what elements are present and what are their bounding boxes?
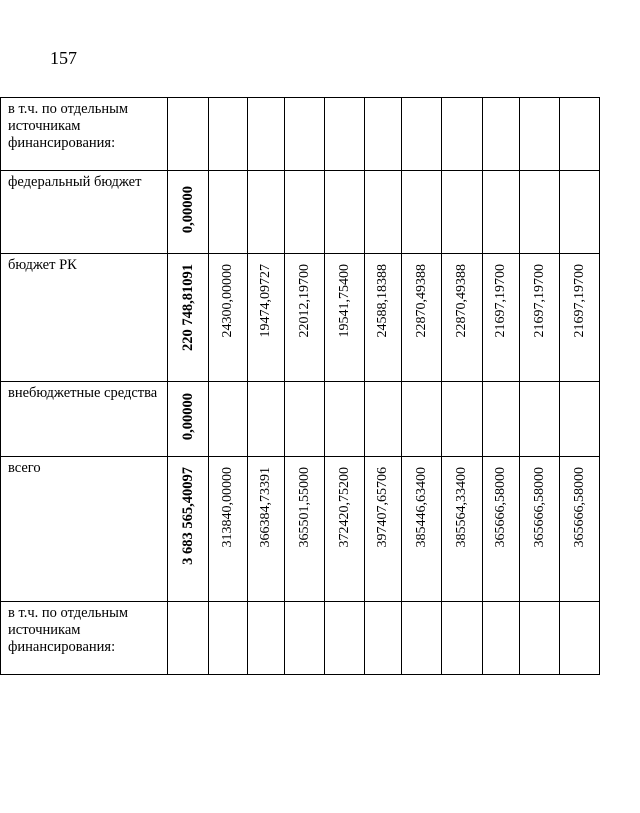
table-row (1, 457, 600, 602)
year-value-cell (209, 457, 248, 602)
row-label: бюджет РК (1, 254, 168, 382)
cell-value: 397407,65706 (375, 467, 390, 548)
year-value-cell (520, 382, 560, 457)
year-value-cell (402, 254, 442, 382)
year-value-cell (402, 382, 442, 457)
table-row (1, 602, 600, 675)
cell-value: 21697,19700 (531, 264, 547, 338)
cell-value: 0,00000 (179, 185, 196, 234)
year-value-cell (442, 254, 483, 382)
year-value-cell (285, 254, 325, 382)
year-value-cell (285, 457, 325, 602)
year-value-cell (442, 382, 483, 457)
year-value-cell (520, 171, 560, 254)
year-value-cell (248, 457, 285, 602)
cell-value: 365666,58000 (531, 467, 547, 548)
page-number: 157 (50, 48, 77, 68)
budget-table (0, 97, 600, 675)
year-value-cell (248, 382, 285, 457)
cell-value: 365666,58000 (493, 467, 508, 548)
table-row (1, 382, 600, 457)
year-value-cell (560, 382, 600, 457)
year-value-cell (560, 457, 600, 602)
table-row (1, 171, 600, 254)
year-value-cell (248, 254, 285, 382)
year-value-cell (560, 98, 600, 171)
year-value-cell (520, 602, 560, 675)
row-label: всего (1, 457, 168, 602)
cell-value: 19474,09727 (258, 264, 273, 338)
year-value-cell (483, 98, 520, 171)
year-value-cell (325, 382, 365, 457)
total-cell (168, 98, 209, 171)
cell-value: 21697,19700 (493, 264, 508, 338)
year-value-cell (442, 457, 483, 602)
cell-value: 385446,63400 (413, 467, 429, 548)
cell-value: 313840,00000 (220, 467, 235, 548)
year-value-cell (325, 171, 365, 254)
year-value-cell (520, 457, 560, 602)
year-value-cell (365, 98, 402, 171)
year-value-cell (365, 602, 402, 675)
cell-value: 21697,19700 (571, 264, 587, 338)
total-cell (168, 602, 209, 675)
cell-value: 24300,00000 (220, 264, 235, 338)
year-value-cell (285, 98, 325, 171)
cell-value: 0,00000 (179, 392, 196, 441)
year-value-cell (248, 98, 285, 171)
year-value-cell (209, 382, 248, 457)
year-value-cell (209, 98, 248, 171)
year-value-cell (325, 98, 365, 171)
year-value-cell (520, 254, 560, 382)
year-value-cell (402, 171, 442, 254)
year-value-cell (365, 171, 402, 254)
cell-value: 22012,19700 (296, 264, 312, 338)
year-value-cell (365, 457, 402, 602)
year-value-cell (560, 171, 600, 254)
year-value-cell (402, 98, 442, 171)
year-value-cell (560, 254, 600, 382)
year-value-cell (560, 602, 600, 675)
year-value-cell (483, 171, 520, 254)
total-cell (168, 457, 209, 602)
year-value-cell (209, 602, 248, 675)
year-value-cell (248, 602, 285, 675)
year-value-cell (442, 171, 483, 254)
cell-value: 365501,55000 (296, 467, 312, 548)
year-value-cell (483, 254, 520, 382)
cell-value: 385564,33400 (454, 467, 469, 548)
year-value-cell (483, 457, 520, 602)
year-value-cell (442, 602, 483, 675)
cell-value: 3 683 565,40097 (179, 467, 196, 565)
cell-value: 366384,73391 (258, 467, 273, 548)
cell-value: 372420,75200 (336, 467, 352, 548)
table-row (1, 98, 600, 171)
year-value-cell (365, 254, 402, 382)
year-value-cell (209, 171, 248, 254)
year-value-cell (483, 382, 520, 457)
year-value-cell (248, 171, 285, 254)
row-label: федеральный бюджет (1, 171, 168, 254)
year-value-cell (209, 254, 248, 382)
row-label: в т.ч. по отдельным источникам финансирования: (1, 602, 168, 675)
year-value-cell (483, 602, 520, 675)
cell-value: 22870,49388 (413, 264, 429, 338)
year-value-cell (325, 457, 365, 602)
year-value-cell (442, 98, 483, 171)
year-value-cell (520, 98, 560, 171)
year-value-cell (365, 382, 402, 457)
total-cell (168, 382, 209, 457)
cell-value: 365666,58000 (571, 467, 587, 548)
row-label: в т.ч. по отдельным источникам финансирования: (1, 98, 168, 171)
year-value-cell (285, 602, 325, 675)
table-row (1, 254, 600, 382)
year-value-cell (325, 602, 365, 675)
cell-value: 24588,18388 (375, 264, 390, 338)
year-value-cell (285, 171, 325, 254)
year-value-cell (285, 382, 325, 457)
row-label: внебюджетные средства (1, 382, 168, 457)
cell-value: 19541,75400 (336, 264, 352, 338)
total-cell (168, 254, 209, 382)
year-value-cell (325, 254, 365, 382)
cell-value: 220 748,81091 (179, 264, 196, 351)
total-cell (168, 171, 209, 254)
year-value-cell (402, 457, 442, 602)
cell-value: 22870,49388 (454, 264, 469, 338)
year-value-cell (402, 602, 442, 675)
